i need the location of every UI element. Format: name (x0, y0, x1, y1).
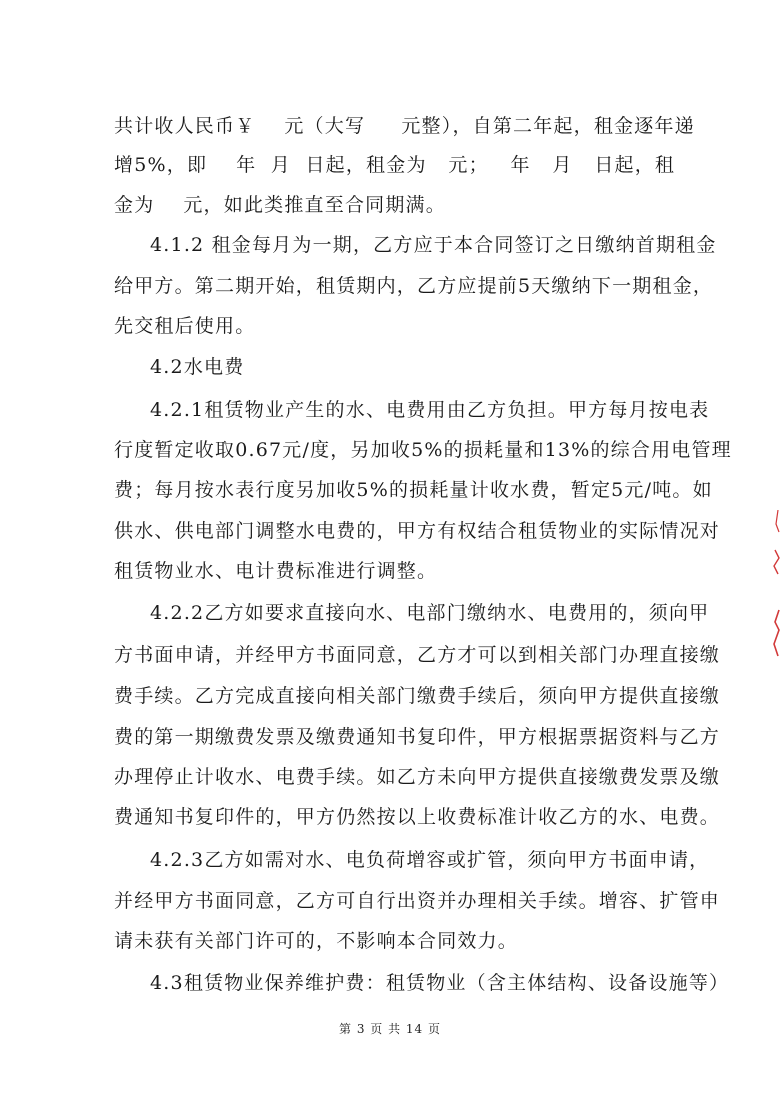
clause-4-2-3: 4.2.3乙方如需对水、电负荷增容或扩管，须向甲方书面申请， (150, 849, 710, 871)
text-line: 费；每月按水表行度另加收5%的损耗量计收水费，暂定5元/吨。如 (114, 479, 713, 501)
text-line: 金为 元，如此类推直至合同期满。 (114, 194, 446, 216)
text-line: 费手续。乙方完成直接向相关部门缴费手续后，须向甲方提供直接缴 (114, 685, 721, 707)
text-line: 租赁物业水、电计费标准进行调整。 (114, 560, 438, 582)
clause-4-3: 4.3租赁物业保养维护费：租赁物业（含主体结构、设备设施等） (150, 972, 730, 994)
clause-4-1-2: 4.1.2 租金每月为一期，乙方应于本合同签订之日缴纳首期租金 (150, 234, 717, 256)
text-line: 行度暂定收取0.67元/度，另加收5%的损耗量和13%的综合用电管理 (114, 439, 732, 461)
text-line: 办理停止计收水、电费手续。如乙方未向甲方提供直接缴费发票及缴 (114, 766, 721, 788)
text-line: 先交租后使用。 (114, 315, 256, 337)
clause-4-2-1: 4.2.1租赁物业产生的水、电费用由乙方负担。甲方每月按电表 (150, 399, 710, 421)
text-line: 费的第一期缴费发票及缴费通知书复印件，甲方根据票据资料与乙方 (114, 726, 721, 748)
seal-edge-mark (772, 510, 780, 670)
text-line: 并经甲方书面同意，乙方可自行出资并办理相关手续。增容、扩管申 (114, 890, 721, 912)
section-heading-4-2: 4.2水电费 (150, 356, 245, 378)
text-line: 增5%，即 年 月 日起，租金为 元； 年 月 日起，租 (114, 154, 676, 176)
page-number-footer: 第 3 页 共 14 页 (339, 1022, 441, 1036)
clause-4-2-2: 4.2.2乙方如要求直接向水、电部门缴纳水、电费用的，须向甲 (150, 602, 710, 624)
text-line: 供水、供电部门调整水电费的，甲方有权结合租赁物业的实际情况对 (114, 520, 721, 542)
text-line: 费通知书复印件的，甲方仍然按以上收费标准计收乙方的水、电费。 (114, 806, 721, 828)
text-line: 共计收人民币￥ 元（大写 元整），自第二年起，租金逐年递 (114, 115, 695, 137)
text-line: 给甲方。第二期开始，租赁期内，乙方应提前5天缴纳下一期租金， (114, 275, 714, 297)
text-line: 请未获有关部门许可的，不影响本合同效力。 (114, 930, 519, 952)
text-line: 方书面申请，并经甲方书面同意，乙方才可以到相关部门办理直接缴 (114, 644, 721, 666)
